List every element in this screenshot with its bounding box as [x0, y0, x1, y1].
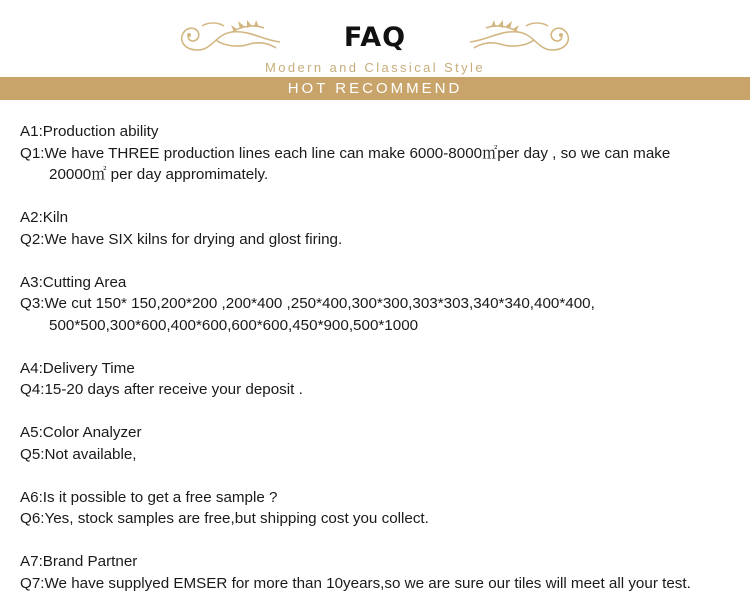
faq-answer: Q5:Not available,	[20, 445, 137, 463]
faq-topic: A6:Is it possible to get a free sample ?	[20, 488, 278, 506]
faq-topic: A1:Production ability	[20, 123, 159, 140]
faq-answer: Q7:We have supplyed EMSER for more than 10years,so we are sure our tiles will meet all your test.	[20, 574, 691, 592]
page-header	[0, 0, 750, 110]
faq-answer-continued: 20000㎡ per day appromimately.	[49, 166, 269, 183]
faq-answer: Q2:We have SIX kilns for drying and glost firing.	[20, 230, 343, 248]
faq-topic: A7:Brand Partner	[20, 553, 138, 570]
section-band: HOT RECOMMEND	[0, 77, 750, 100]
faq-topic: A2:Kiln	[20, 209, 69, 226]
faq-item	[20, 551, 740, 594]
faq-answer-continued: 500*500,300*600,400*600,600*600,450*900,500*1000	[49, 316, 419, 334]
page-subtitle: Modern and Classical Style	[265, 60, 485, 75]
page-title: FAQ	[343, 22, 407, 53]
faq-item	[20, 358, 740, 401]
faq-item	[20, 422, 740, 465]
faq-topic: A4:Delivery Time	[20, 359, 135, 377]
faq-topic: A3:Cutting Area	[20, 273, 127, 291]
faq-list	[20, 121, 740, 616]
faq-answer: Q3:We cut 150* 150,200*200 ,200*400 ,250*400,300*300,303*303,340*340,400*400,	[20, 295, 595, 312]
faq-answer: Q4:15-20 days after receive your deposit .	[20, 381, 303, 398]
faq-topic: A5:Color Analyzer	[20, 424, 142, 441]
faq-item	[20, 207, 740, 250]
faq-answer: Q1:We have THREE production lines each line can make 6000-8000㎡per day , so we can make	[20, 144, 671, 162]
faq-item	[20, 121, 740, 186]
faq-item	[20, 487, 740, 530]
faq-item	[20, 272, 740, 337]
faq-answer: Q6:Yes, stock samples are free,but shipping cost you collect.	[20, 510, 429, 527]
